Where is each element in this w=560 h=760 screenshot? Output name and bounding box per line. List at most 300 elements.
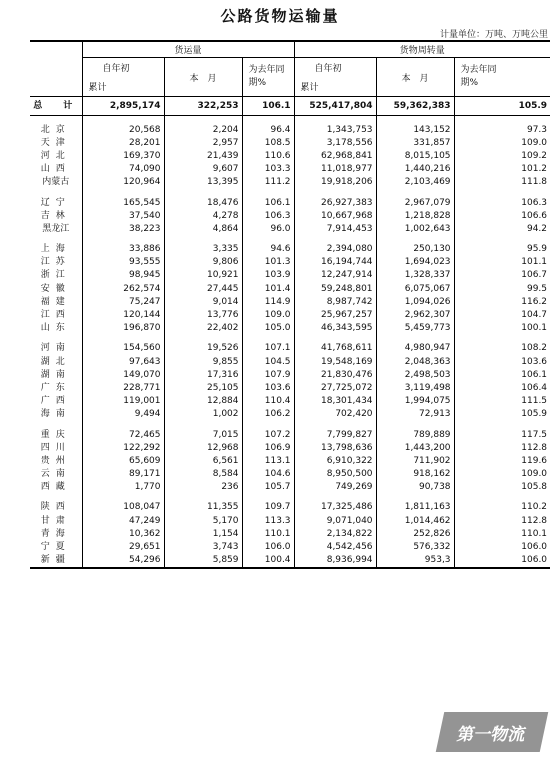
turnover-month-header: 本 月 — [376, 58, 454, 97]
freight-cumulative: 10,362 — [82, 528, 164, 541]
turnover-month: 3,119,498 — [376, 382, 454, 395]
table-row — [30, 342, 550, 355]
table-row — [30, 541, 550, 554]
freight-month: 9,014 — [164, 296, 242, 309]
page-title: 公路货物运输量 — [220, 7, 340, 25]
table-row — [30, 163, 550, 176]
freight-yoy: 101.3 — [242, 256, 294, 269]
region-name: 山西 — [40, 163, 71, 174]
freight-cumulative: 169,370 — [82, 150, 164, 163]
freight-month: 1,002 — [164, 408, 242, 421]
turnover-cumulative: 18,301,434 — [294, 395, 376, 408]
region-name: 福建 — [40, 296, 71, 307]
freight-month-header: 本 月 — [164, 58, 242, 97]
spacer-cell — [294, 236, 376, 244]
turnover-yoy: 106.4 — [454, 382, 550, 395]
freight-cumulative: 65,609 — [82, 455, 164, 468]
freight-month: 3,743 — [164, 541, 242, 554]
spacer-cell — [242, 189, 294, 197]
turnover-month: 1,994,075 — [376, 395, 454, 408]
freight-yoy: 103.3 — [242, 163, 294, 176]
turnover-month: 918,162 — [376, 468, 454, 481]
region-name: 江西 — [40, 309, 71, 320]
freight-month: 19,526 — [164, 342, 242, 355]
group-spacer — [30, 421, 550, 429]
turnover-yoy: 119.6 — [454, 455, 550, 468]
spacer-cell — [82, 236, 164, 244]
table-row — [30, 501, 550, 514]
freight-month: 13,395 — [164, 176, 242, 189]
freight-yoy: 105.0 — [242, 322, 294, 335]
turnover-month: 1,218,828 — [376, 210, 454, 223]
freight-yoy: 106.1 — [242, 97, 294, 116]
spacer-cell — [164, 116, 242, 124]
spacer-cell — [30, 189, 82, 197]
freight-yoy: 114.9 — [242, 296, 294, 309]
freight-cumulative: 154,560 — [82, 342, 164, 355]
turnover-cumulative: 8,936,994 — [294, 554, 376, 568]
turnover-month: 576,332 — [376, 541, 454, 554]
turnover-cumulative: 7,799,827 — [294, 428, 376, 441]
spacer-cell — [30, 494, 82, 502]
table-row — [30, 309, 550, 322]
turnover-cumulative: 2,394,080 — [294, 243, 376, 256]
turnover-cumulative: 21,830,476 — [294, 369, 376, 382]
table-row — [30, 528, 550, 541]
turnover-month: 59,362,383 — [376, 97, 454, 116]
freight-month: 8,584 — [164, 468, 242, 481]
turnover-cumulative: 9,071,040 — [294, 515, 376, 528]
freight-month: 2,957 — [164, 137, 242, 150]
freight-month: 322,253 — [164, 97, 242, 116]
turnover-cumulative: 3,178,556 — [294, 137, 376, 150]
region-name: 北京 — [40, 124, 71, 135]
spacer-cell — [294, 189, 376, 197]
freight-cumulative: 38,223 — [82, 223, 164, 236]
region-name: 辽宁 — [40, 197, 71, 208]
freight-cumulative: 149,070 — [82, 369, 164, 382]
freight-cumulative: 120,144 — [82, 309, 164, 322]
freight-cumulative: 2,895,174 — [82, 97, 164, 116]
turnover-yoy: 106.1 — [454, 369, 550, 382]
turnover-header: 货物周转量 — [294, 41, 550, 58]
region-name: 云南 — [40, 468, 71, 479]
freight-month: 4,864 — [164, 223, 242, 236]
turnover-month: 1,811,163 — [376, 501, 454, 514]
turnover-month: 1,002,643 — [376, 223, 454, 236]
table-row — [30, 395, 550, 408]
freight-yoy: 100.4 — [242, 554, 294, 568]
turnover-month: 4,980,947 — [376, 342, 454, 355]
freight-yoy: 101.4 — [242, 283, 294, 296]
spacer-cell — [164, 189, 242, 197]
turnover-month: 90,738 — [376, 481, 454, 494]
freight-cumulative: 119,001 — [82, 395, 164, 408]
table-row — [30, 468, 550, 481]
freight-yoy: 104.6 — [242, 468, 294, 481]
group-spacer — [30, 236, 550, 244]
spacer-cell — [454, 335, 550, 343]
freight-volume-header: 货运量 — [82, 41, 294, 58]
freight-month: 27,445 — [164, 283, 242, 296]
turnover-yoy: 110.2 — [454, 501, 550, 514]
table-row — [30, 554, 550, 568]
turnover-cumulative: 41,768,611 — [294, 342, 376, 355]
freight-month: 17,316 — [164, 369, 242, 382]
freight-month: 5,170 — [164, 515, 242, 528]
turnover-cumulative-header: 累计 — [294, 77, 376, 97]
freight-yoy: 106.0 — [242, 541, 294, 554]
freight-yoy: 113.3 — [242, 515, 294, 528]
region-name: 安徽 — [40, 283, 71, 294]
table-row — [30, 223, 550, 236]
turnover-yoy: 105.9 — [454, 97, 550, 116]
table-row — [30, 356, 550, 369]
table-row — [30, 243, 550, 256]
table-row — [30, 322, 550, 335]
freight-month: 25,105 — [164, 382, 242, 395]
freight-cumulative: 29,651 — [82, 541, 164, 554]
spacer-cell — [294, 335, 376, 343]
freight-month: 7,015 — [164, 428, 242, 441]
freight-yoy: 104.5 — [242, 356, 294, 369]
freight-cumulative: 28,201 — [82, 137, 164, 150]
freight-cumulative: 54,296 — [82, 554, 164, 568]
freight-month: 10,921 — [164, 269, 242, 282]
turnover-cumulative: 26,927,383 — [294, 196, 376, 209]
group-spacer — [30, 335, 550, 343]
turnover-cumulative: 1,343,753 — [294, 124, 376, 137]
freight-yoy: 106.2 — [242, 408, 294, 421]
turnover-cumulative: 749,269 — [294, 481, 376, 494]
freight-month: 236 — [164, 481, 242, 494]
freight-yoy: 107.1 — [242, 342, 294, 355]
freight-yoy: 96.4 — [242, 124, 294, 137]
turnover-month: 252,826 — [376, 528, 454, 541]
turnover-cumulative: 8,987,742 — [294, 296, 376, 309]
table-row — [30, 408, 550, 421]
freight-cumulative: 33,886 — [82, 243, 164, 256]
turnover-yoy: 105.8 — [454, 481, 550, 494]
turnover-cumulative: 16,194,744 — [294, 256, 376, 269]
region-name: 重庆 — [40, 429, 71, 440]
table-row — [30, 124, 550, 137]
region-name: 天津 — [40, 137, 71, 148]
freight-yoy-header: 为去年同 期% — [242, 58, 294, 97]
region-name: 西藏 — [40, 481, 71, 492]
turnover-cumulative: 17,325,486 — [294, 501, 376, 514]
turnover-cumulative: 702,420 — [294, 408, 376, 421]
turnover-yoy: 101.2 — [454, 163, 550, 176]
freight-month: 5,859 — [164, 554, 242, 568]
turnover-month: 1,328,337 — [376, 269, 454, 282]
freight-yoy: 103.6 — [242, 382, 294, 395]
spacer-cell — [242, 116, 294, 124]
turnover-yoy: 106.3 — [454, 196, 550, 209]
turnover-yoy: 117.5 — [454, 428, 550, 441]
turnover-month: 2,498,503 — [376, 369, 454, 382]
turnover-cumulative: 13,798,636 — [294, 442, 376, 455]
turnover-yoy: 99.5 — [454, 283, 550, 296]
turnover-cumulative: 10,667,968 — [294, 210, 376, 223]
turnover-cumulative: 4,542,456 — [294, 541, 376, 554]
freight-table — [30, 40, 550, 569]
turnover-month: 72,913 — [376, 408, 454, 421]
freight-cumulative: 9,494 — [82, 408, 164, 421]
turnover-month: 2,962,307 — [376, 309, 454, 322]
turnover-yoy-header: 为去年同 期% — [454, 58, 550, 97]
freight-month: 9,607 — [164, 163, 242, 176]
spacer-cell — [30, 116, 82, 124]
freight-month: 1,154 — [164, 528, 242, 541]
turnover-yoy: 104.7 — [454, 309, 550, 322]
turnover-month: 1,440,216 — [376, 163, 454, 176]
turnover-month: 1,443,200 — [376, 442, 454, 455]
spacer-cell — [82, 421, 164, 429]
region-name: 广西 — [40, 395, 71, 406]
turnover-cumulative: 8,950,500 — [294, 468, 376, 481]
region-name: 四川 — [40, 442, 71, 453]
region-name: 浙江 — [40, 270, 71, 281]
freight-month: 11,355 — [164, 501, 242, 514]
freight-month: 9,806 — [164, 256, 242, 269]
table-row — [30, 176, 550, 189]
unit-note: 计量单位：万吨、万吨公里 — [439, 30, 548, 40]
freight-cumulative-header: 累计 — [82, 77, 164, 97]
region-name: 新疆 — [30, 554, 82, 568]
spacer-cell — [376, 421, 454, 429]
turnover-yoy: 101.1 — [454, 256, 550, 269]
table-row — [30, 515, 550, 528]
freight-cumulative: 74,090 — [82, 163, 164, 176]
freight-month: 9,855 — [164, 356, 242, 369]
region-name: 青海 — [40, 528, 71, 539]
turnover-cumulative-from-header: 自年初 — [294, 58, 376, 78]
freight-yoy: 109.7 — [242, 501, 294, 514]
turnover-yoy: 106.7 — [454, 269, 550, 282]
freight-yoy: 106.9 — [242, 442, 294, 455]
turnover-yoy: 111.8 — [454, 176, 550, 189]
spacer-cell — [294, 421, 376, 429]
spacer-cell — [242, 335, 294, 343]
turnover-month: 2,048,363 — [376, 356, 454, 369]
turnover-month: 1,014,462 — [376, 515, 454, 528]
turnover-cumulative: 6,910,322 — [294, 455, 376, 468]
group-spacer — [30, 116, 550, 124]
freight-month: 3,335 — [164, 243, 242, 256]
freight-cumulative: 37,540 — [82, 210, 164, 223]
spacer-cell — [454, 494, 550, 502]
table-row — [30, 296, 550, 309]
turnover-month: 2,103,469 — [376, 176, 454, 189]
region-name: 总 计 — [30, 97, 82, 116]
spacer-cell — [242, 421, 294, 429]
turnover-cumulative: 25,967,257 — [294, 309, 376, 322]
table-row — [30, 210, 550, 223]
table-row — [30, 269, 550, 282]
watermark-logo: 第一物流 — [436, 712, 549, 752]
turnover-month: 8,015,105 — [376, 150, 454, 163]
spacer-cell — [82, 189, 164, 197]
freight-yoy: 94.6 — [242, 243, 294, 256]
spacer-cell — [164, 494, 242, 502]
total-row — [30, 97, 550, 116]
spacer-cell — [454, 421, 550, 429]
spacer-cell — [376, 236, 454, 244]
freight-month: 6,561 — [164, 455, 242, 468]
spacer-cell — [82, 494, 164, 502]
region-name: 吉林 — [40, 210, 71, 221]
spacer-cell — [454, 116, 550, 124]
turnover-month: 6,075,067 — [376, 283, 454, 296]
freight-cumulative: 122,292 — [82, 442, 164, 455]
freight-cumulative: 98,945 — [82, 269, 164, 282]
turnover-yoy: 106.0 — [454, 541, 550, 554]
spacer-cell — [164, 421, 242, 429]
freight-cumulative: 89,171 — [82, 468, 164, 481]
freight-month: 18,476 — [164, 196, 242, 209]
spacer-cell — [164, 335, 242, 343]
spacer-cell — [454, 236, 550, 244]
turnover-cumulative: 46,343,595 — [294, 322, 376, 335]
spacer-cell — [82, 335, 164, 343]
region-name: 海南 — [40, 408, 71, 419]
turnover-yoy: 108.2 — [454, 342, 550, 355]
turnover-month: 2,967,079 — [376, 196, 454, 209]
freight-cumulative-from-header: 自年初 — [82, 58, 164, 78]
spacer-cell — [294, 494, 376, 502]
freight-yoy: 111.2 — [242, 176, 294, 189]
turnover-month: 711,902 — [376, 455, 454, 468]
freight-cumulative: 20,568 — [82, 124, 164, 137]
table-body — [30, 97, 550, 568]
group-spacer — [30, 189, 550, 197]
region-name: 山东 — [40, 322, 71, 333]
table-row — [30, 455, 550, 468]
region-name: 黑龙江 — [42, 223, 70, 234]
freight-yoy: 107.9 — [242, 369, 294, 382]
turnover-month: 953,3 — [376, 554, 454, 568]
freight-yoy: 106.3 — [242, 210, 294, 223]
turnover-month: 1,694,023 — [376, 256, 454, 269]
freight-yoy: 107.2 — [242, 428, 294, 441]
turnover-yoy: 94.2 — [454, 223, 550, 236]
turnover-yoy: 109.0 — [454, 468, 550, 481]
turnover-cumulative: 19,918,206 — [294, 176, 376, 189]
freight-yoy: 106.1 — [242, 196, 294, 209]
spacer-cell — [82, 116, 164, 124]
turnover-yoy: 112.8 — [454, 442, 550, 455]
freight-cumulative: 262,574 — [82, 283, 164, 296]
freight-yoy: 105.7 — [242, 481, 294, 494]
table-row — [30, 196, 550, 209]
turnover-yoy: 95.9 — [454, 243, 550, 256]
turnover-cumulative: 59,248,801 — [294, 283, 376, 296]
freight-cumulative: 75,247 — [82, 296, 164, 309]
spacer-cell — [454, 189, 550, 197]
freight-cumulative: 93,555 — [82, 256, 164, 269]
freight-cumulative: 165,545 — [82, 196, 164, 209]
table-row — [30, 283, 550, 296]
freight-month: 12,884 — [164, 395, 242, 408]
freight-month: 13,776 — [164, 309, 242, 322]
turnover-month: 331,857 — [376, 137, 454, 150]
turnover-yoy: 105.9 — [454, 408, 550, 421]
turnover-yoy: 111.5 — [454, 395, 550, 408]
turnover-cumulative: 12,247,914 — [294, 269, 376, 282]
spacer-cell — [294, 116, 376, 124]
table-row — [30, 137, 550, 150]
freight-cumulative: 108,047 — [82, 501, 164, 514]
spacer-cell — [164, 236, 242, 244]
region-name: 陕西 — [40, 502, 71, 513]
region-name: 贵州 — [40, 455, 71, 466]
region-name: 湖南 — [40, 369, 71, 380]
turnover-cumulative: 11,018,977 — [294, 163, 376, 176]
turnover-month: 789,889 — [376, 428, 454, 441]
freight-yoy: 108.5 — [242, 137, 294, 150]
freight-yoy: 103.9 — [242, 269, 294, 282]
region-name: 河北 — [40, 150, 71, 161]
spacer-cell — [376, 189, 454, 197]
spacer-cell — [242, 236, 294, 244]
turnover-yoy: 109.2 — [454, 150, 550, 163]
spacer-cell — [376, 494, 454, 502]
spacer-cell — [30, 236, 82, 244]
turnover-yoy: 106.0 — [454, 554, 550, 568]
freight-cumulative: 228,771 — [82, 382, 164, 395]
freight-yoy: 110.1 — [242, 528, 294, 541]
region-name: 内蒙古 — [42, 176, 70, 187]
freight-cumulative: 72,465 — [82, 428, 164, 441]
freight-month: 4,278 — [164, 210, 242, 223]
spacer-cell — [30, 421, 82, 429]
turnover-yoy: 97.3 — [454, 124, 550, 137]
turnover-cumulative: 7,914,453 — [294, 223, 376, 236]
freight-yoy: 109.0 — [242, 309, 294, 322]
freight-month: 2,204 — [164, 124, 242, 137]
turnover-month: 5,459,773 — [376, 322, 454, 335]
spacer-cell — [242, 494, 294, 502]
table-row — [30, 369, 550, 382]
turnover-cumulative: 19,548,169 — [294, 356, 376, 369]
turnover-month: 1,094,026 — [376, 296, 454, 309]
turnover-yoy: 112.8 — [454, 515, 550, 528]
turnover-cumulative: 2,134,822 — [294, 528, 376, 541]
table-header — [30, 41, 550, 97]
spacer-cell — [376, 335, 454, 343]
region-name: 甘肃 — [40, 515, 71, 526]
region-name: 广东 — [40, 382, 71, 393]
turnover-yoy: 109.0 — [454, 137, 550, 150]
turnover-yoy: 100.1 — [454, 322, 550, 335]
table-row — [30, 382, 550, 395]
turnover-month: 143,152 — [376, 124, 454, 137]
freight-cumulative: 196,870 — [82, 322, 164, 335]
turnover-yoy: 106.6 — [454, 210, 550, 223]
turnover-yoy: 103.6 — [454, 356, 550, 369]
table-row — [30, 150, 550, 163]
region-name: 宁夏 — [40, 541, 71, 552]
turnover-cumulative: 525,417,804 — [294, 97, 376, 116]
table-row — [30, 481, 550, 494]
table-row — [30, 256, 550, 269]
region-name: 湖北 — [40, 356, 71, 367]
freight-cumulative: 120,964 — [82, 176, 164, 189]
turnover-month: 250,130 — [376, 243, 454, 256]
region-name: 河南 — [40, 343, 71, 354]
freight-yoy: 113.1 — [242, 455, 294, 468]
